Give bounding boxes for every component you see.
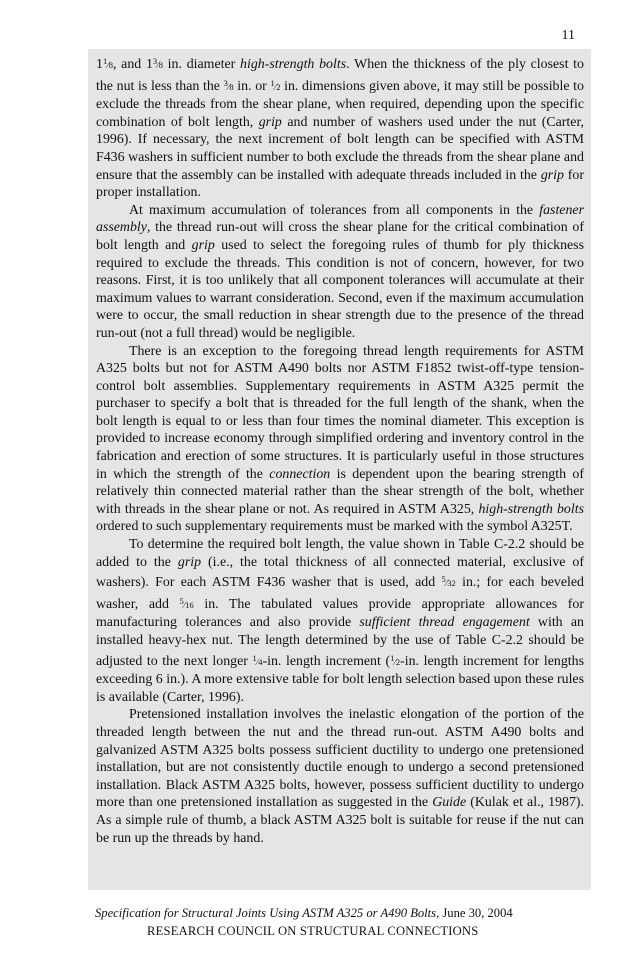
footer-council: RESEARCH COUNCIL ON STRUCTURAL CONNECTIONS <box>147 924 479 938</box>
text-run: . When the thickness of the ply closest to the nut is less than the <box>96 57 584 94</box>
page-number: 11 <box>561 28 575 43</box>
italic-term: connection <box>269 466 331 482</box>
italic-term: grip <box>540 167 564 183</box>
italic-term: fastener assembly <box>96 202 584 236</box>
italic-term: grip <box>258 114 282 130</box>
text-run: -in. length increment ( <box>262 653 391 669</box>
text-run: Pretensioned installation involves the inelastic elongation of the portion of the threaded length between the nut and the thread run-out. ASTM A490 bolts and galvanized ASTM A325 bolts possess sufficient ductility to undergo one pretensioned installation, but are not consistently ductile enough to undergo a second pretensioned installation. Black ASTM A325 bolts, however, possess sufficient ductility to undergo more than one pretensioned installation as suggested in the <box>96 707 584 811</box>
text-run: At maximum accumulation of tolerances from all components in the <box>129 202 540 218</box>
text-run: (Kulak et al., 1987). As a simple rule of thumb, a black ASTM A325 bolt is suitable for reuse if the nut can be run up the threads by hand. <box>96 795 584 846</box>
text-run: in. dimensions given above, it may still be possible to exclude the threads from the shear plane, when required, depending upon the specific combination of bolt length, <box>96 78 584 130</box>
italic-term: Guide <box>432 795 467 811</box>
body-paragraph <box>96 53 584 202</box>
text-run: -in. length increment for lengths exceeding 6 in.). A more extensive table for bolt length selection based upon these rules is available (Carter, 1996). <box>96 653 584 705</box>
text-run: in. or <box>233 78 271 94</box>
fraction: 1⁄8 <box>102 56 113 70</box>
fraction: 3⁄8 <box>152 56 163 70</box>
fraction: 1⁄2 <box>270 77 281 92</box>
text-run: ordered to such supplementary requirements must be marked with the symbol A325T. <box>96 519 573 535</box>
italic-term: high-strength bolts <box>478 501 584 517</box>
fraction: 3⁄8 <box>223 77 234 92</box>
text-run: To determine the required bolt length, the value shown in Table C-2.2 should be added to the <box>96 537 584 570</box>
text-run: in.; for each beveled washer, add <box>96 575 584 612</box>
text-run: with an installed heavy-hex nut. The length determined by the use of Table C-2.2 should be adjusted to the next longer <box>96 615 584 669</box>
text-run: , the thread run-out will cross the shear plane for the critical combination of bolt length and <box>96 220 584 253</box>
body-paragraph <box>96 343 584 537</box>
fraction: 1⁄4 <box>252 652 263 667</box>
text-run: used to select the foregoing rules of thumb for ply thickness required to exclude the threads. This condition is not of concern, however, for two reasons. First, it is too unlikely that all component tolerances will accumulate at their maximum values to warrant consideration. Second, even if the maximum accumulation were to occur, the small reduction in shear strength due to the presence of the thread run-out (not a full thread) would be negligible. <box>96 237 584 341</box>
footer-title-line <box>0 906 638 921</box>
italic-term: grip <box>177 554 202 570</box>
text-run: , and 1 <box>112 57 153 72</box>
text-run: (i.e., the total thickness of all connected material, exclusive of washers). For each ASTM F436 washer that is used, add <box>96 554 584 591</box>
footer-date: , June 30, 2004 <box>436 906 513 920</box>
fraction: 5⁄16 <box>179 595 194 610</box>
text-run: is dependent upon the bearing strength of relatively thin connected material rather than the shear strength of the bolt, whether with threads in the shear plane or not. As required in ASTM A325, <box>96 466 584 517</box>
commentary-body <box>88 49 591 890</box>
text-run: and number of washers used under the nut (Carter, 1996). If necessary, the next increment of bolt length can be specified with ASTM F436 washers in sufficient number to both exclude the threads from the shear plane and ensure that the assembly can be installed with adequate threads included in the <box>96 114 584 183</box>
text-run: for proper installation. <box>96 167 584 201</box>
italic-term: sufficient thread engagement <box>359 615 530 631</box>
body-paragraph <box>96 536 584 706</box>
text-run: There is an exception to the foregoing thread length requirements for ASTM A325 bolts but not for ASTM A490 bolts nor ASTM F1852 twist-off-type tension-control bolt assemblies. Supplementary requirements in ASTM A325 permit the purchaser to specify a bolt that is threaded for the full length of the shank, when the bolt length is equal to or less than four times the nominal diameter. This exception is provided to increase economy through simplified ordering and inventory control in the fabrication and erection of some structures. It is particularly useful in those structures in which the strength of the <box>96 343 584 482</box>
italic-term: grip <box>191 237 215 253</box>
fraction: 5⁄32 <box>441 574 456 589</box>
text-run: 1 <box>96 57 103 72</box>
fraction: 1⁄2 <box>390 652 401 667</box>
text-run: in. diameter <box>162 57 241 72</box>
footer-spec-title: Specification for Structural Joints Using ASTM A325 or A490 Bolts <box>95 906 437 920</box>
italic-term: high-strength bolts <box>240 57 347 72</box>
text-run: in. The tabulated values provide appropriate allowances for manufacturing tolerances and also provide <box>96 596 584 631</box>
body-paragraph <box>96 706 584 847</box>
body-paragraph <box>96 202 584 343</box>
